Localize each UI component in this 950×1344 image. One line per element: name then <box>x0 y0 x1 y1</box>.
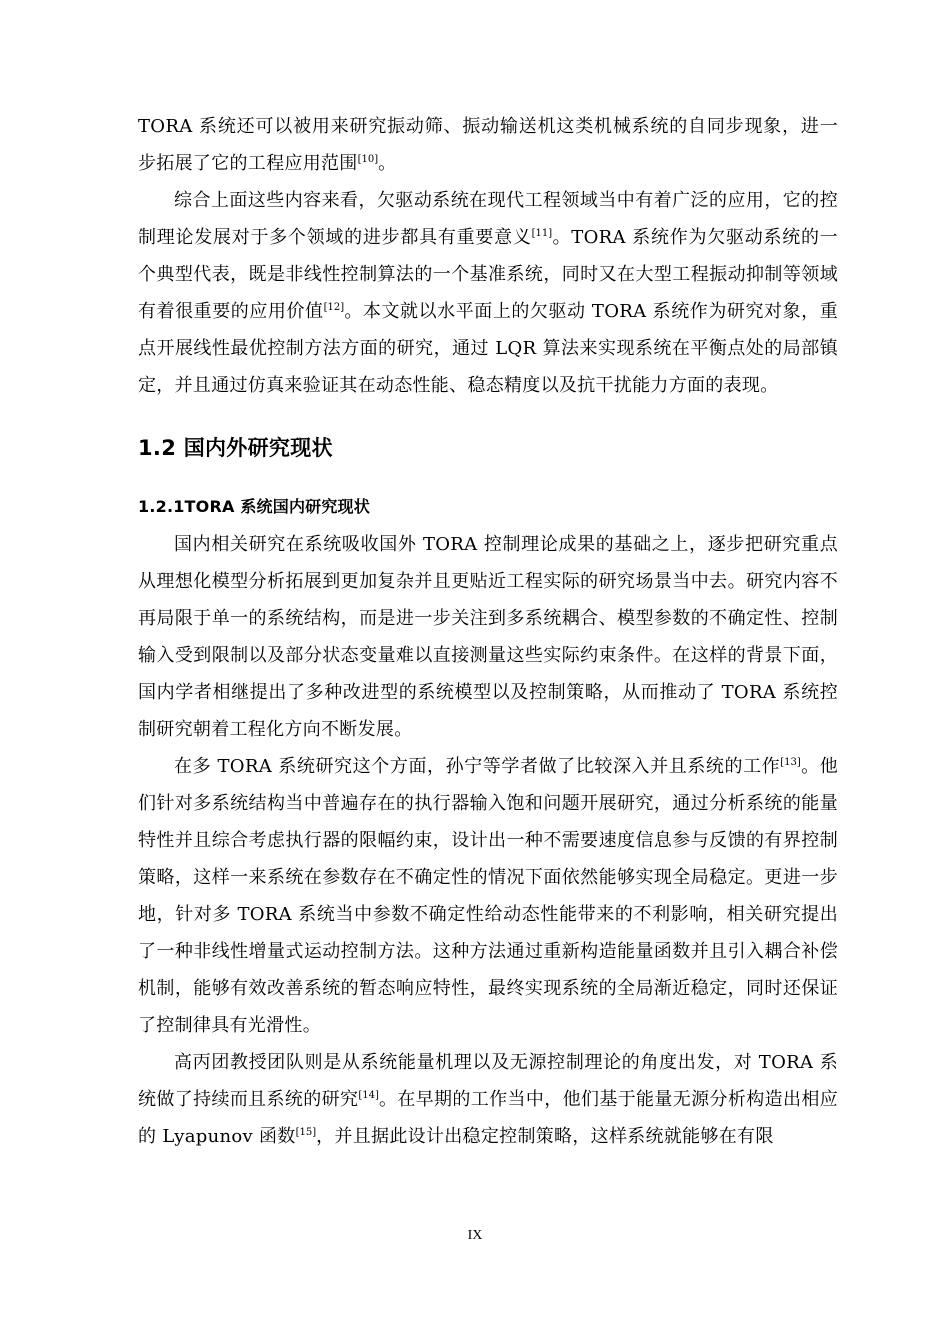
citation-reference: [15] <box>295 1127 317 1138</box>
paragraph-domestic-research <box>138 526 838 748</box>
text-run: 综合上面这些内容来看，欠驱动系统在现代工程领域当中有着广泛的应用，它的控制理论发展对于多个领域的进步都具有重要意义 <box>138 190 838 248</box>
text-run: 。 <box>378 153 397 174</box>
paragraph-underactuated-summary <box>138 182 838 404</box>
citation-reference: [14] <box>358 1090 379 1101</box>
section-heading: 1.2 国内外研究现状 <box>138 436 333 460</box>
paragraph-continuation <box>138 108 838 182</box>
text-run: 在多 TORA 系统研究这个方面，孙宁等学者做了比较深入并且系统的工作 <box>174 756 781 777</box>
text-run: 。在早期的工作当中，他们基于能量无源分析构造出相应的 Lyapunov 函数 <box>138 1089 838 1147</box>
citation-reference: [10] <box>357 154 379 165</box>
text-run: TORA 系统还可以被用来研究振动筛、振动输送机这类机械系统的自同步现象，进一步拓展了它的工程应用范围 <box>138 116 838 174</box>
text-run: 。他们针对多系统结构当中普遍存在的执行器输入饱和问题开展研究，通过分析系统的能量特性并且综合考虑执行器的限幅约束，设计出一种不需要速度信息参与反馈的有界控制策略，这样一来系统在参数存在不确定性的情况下面依然能够实现全局稳定。更进一步地，针对多 TORA 系统当中参数不确定性给动态性能带来的不利影响，相关研究提出了一种非线性增量式运动控制方法。这种方法通过重新构造能量函数并且引入耦合补偿机制，能够有效改善系统的暂态响应特性，最终实现系统的全局渐近稳定，同时还保证了控制律具有光滑性。 <box>138 756 838 1036</box>
subsection-heading: 1.2.1TORA 系统国内研究现状 <box>138 497 370 516</box>
paragraph-multi-tora <box>138 748 838 1044</box>
text-run: 国内相关研究在系统吸收国外 TORA 控制理论成果的基础之上，逐步把研究重点从理想化模型分析拓展到更加复杂并且更贴近工程实际的研究场景当中去。研究内容不再局限于单一的系统结构，而是进一步关注到多系统耦合、模型参数的不确定性、控制输入受到限制以及部分状态变量难以直接测量这些实际约束条件。在这样的背景下面，国内学者相继提出了多种改进型的系统模型以及控制策略，从而推动了 TORA 系统控制研究朝着工程化方向不断发展。 <box>138 534 838 740</box>
text-run: 。TORA 系统作为欠驱动系统的一个典型代表，既是非线性控制算法的一个基准系统，同时又在大型工程振动抑制等领域有着很重要的应用价值 <box>138 227 838 322</box>
paragraph-gao-team <box>138 1044 838 1155</box>
citation-reference: [11] <box>531 228 553 239</box>
text-run: 。本文就以水平面上的欠驱动 TORA 系统作为研究对象，重点开展线性最优控制方法方面的研究，通过 LQR 算法来实现系统在平衡点处的局部镇定，并且通过仿真来验证其在动态性能、稳态精度以及抗干扰能力方面的表现。 <box>138 301 838 396</box>
text-run: 高丙团教授团队则是从系统能量机理以及无源控制理论的角度出发，对 TORA 系统做了持续而且系统的研究 <box>138 1052 838 1110</box>
document-page <box>138 108 838 1155</box>
page-number: IX <box>467 1228 483 1243</box>
citation-reference: [12] <box>323 302 345 313</box>
text-run: ，并且据此设计出稳定控制策略，这样系统就能够在有限 <box>316 1126 774 1147</box>
citation-reference: [13] <box>780 757 801 768</box>
